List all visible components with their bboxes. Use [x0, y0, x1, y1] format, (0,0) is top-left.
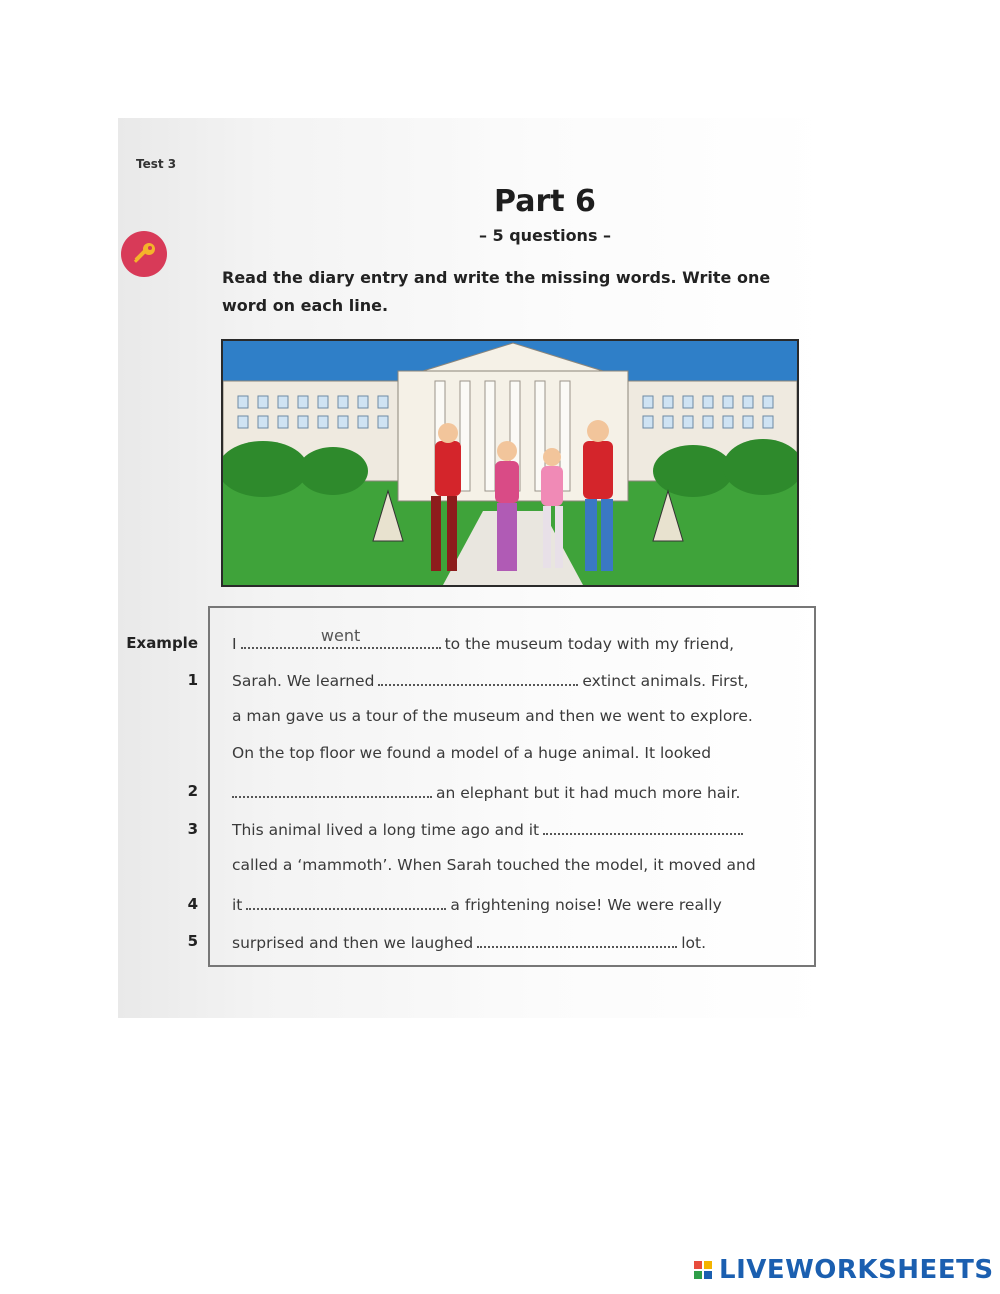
line-text: it [232, 896, 243, 914]
diary-line-1 [232, 668, 749, 690]
line-text: an elephant but it had much more hair. [436, 784, 741, 802]
questions-count: – 5 questions – [478, 226, 612, 245]
answer-blank-5[interactable] [477, 930, 677, 948]
answer-blank-1[interactable] [378, 668, 578, 686]
line-text: This animal lived a long time ago and it [232, 821, 540, 839]
diary-line-2 [232, 780, 740, 802]
answer-blank-4[interactable] [246, 892, 446, 910]
question-number-5: 5 [187, 932, 198, 950]
line-text: I [232, 635, 237, 653]
answer-blank-2[interactable] [232, 780, 432, 798]
example-label: Example [126, 634, 198, 652]
line-text: lot. [681, 934, 707, 952]
test-label: Test 3 [136, 157, 177, 171]
diary-line-plain: On the top floor we found a model of a huge animal. It looked [232, 744, 712, 762]
part-title: Part 6 [494, 184, 596, 219]
example-blank [241, 626, 441, 649]
diary-line-plain: a man gave us a tour of the museum and then we went to explore. [232, 707, 753, 725]
question-number-3: 3 [187, 820, 198, 838]
line-text: Sarah. We learned [232, 672, 375, 690]
diary-line-plain: called a ‘mammoth’. When Sarah touched the model, it moved and [232, 856, 756, 874]
line-text: to the museum today with my friend, [444, 635, 735, 653]
example-answer: went [320, 626, 361, 645]
key-icon [128, 238, 160, 270]
answer-blank-3[interactable] [543, 817, 743, 835]
museum-illustration [221, 339, 799, 587]
line-text: surprised and then we laughed [232, 934, 474, 952]
diary-line-4 [232, 892, 722, 914]
line-text: extinct animals. First, [582, 672, 749, 690]
question-number-1: 1 [187, 671, 198, 689]
key-badge [121, 231, 167, 277]
logo-text: LIVEWORKSHEETS [719, 1255, 994, 1285]
diary-line-3 [232, 817, 747, 839]
diary-line-example [232, 626, 735, 653]
liveworksheets-logo[interactable] [693, 1254, 994, 1286]
line-text: a frightening noise! We were really [450, 896, 722, 914]
question-number-2: 2 [187, 782, 198, 800]
logo-blocks-icon [693, 1260, 715, 1280]
instructions: Read the diary entry and write the missing words. Write one word on each line. [222, 268, 771, 315]
diary-line-5 [232, 930, 706, 952]
question-number-4: 4 [187, 895, 198, 913]
